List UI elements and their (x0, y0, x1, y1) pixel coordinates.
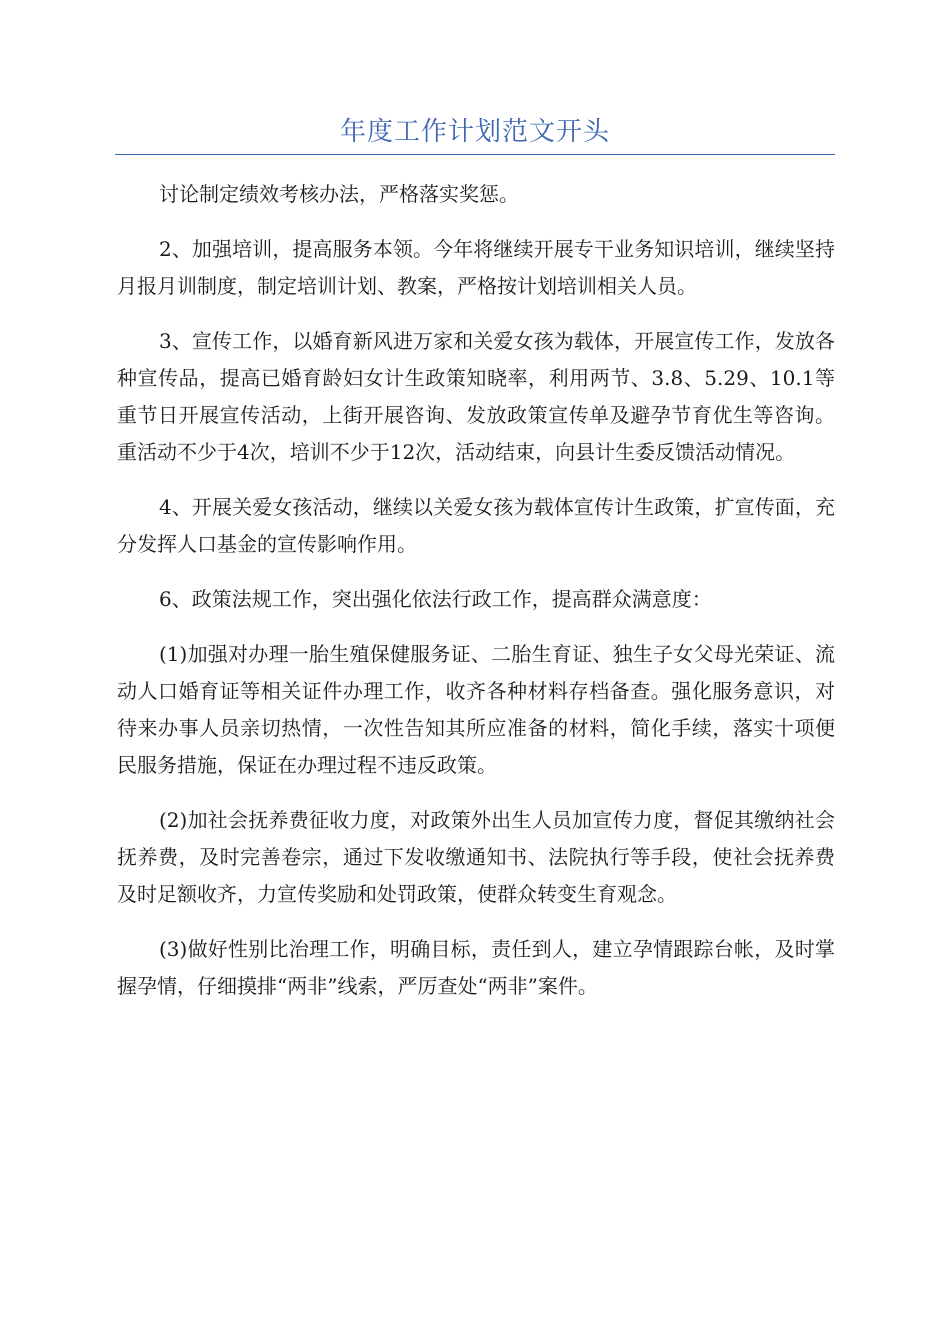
paragraph-5: 6、政策法规工作，突出强化依法行政工作，提高群众满意度： (159, 587, 712, 611)
paragraph-2: 2、加强培训，提高服务本领。今年将继续开展专干业务知识培训，继续坚持月报月训制度，制定培训计划、教案，严格按计划培训相关人员。 (117, 237, 835, 298)
document-body (117, 176, 835, 1023)
paragraph-7: (2)加社会抚养费征收力度，对政策外出生人员加宣传力度，督促其缴纳社会抚养费，及时完善卷宗，通过下发收缴通知书、法院执行等手段，使社会抚养费及时足额收齐，力宣传奖励和处罚政策，使群众转变生育观念。 (117, 808, 835, 906)
paragraph-3: 3、宣传工作，以婚育新风进万家和关爱女孩为载体，开展宣传工作，发放各种宣传品，提高已婚育龄妇女计生政策知晓率，利用两节、3.8、5.29、10.1等重节日开展宣传活动，上街开展咨询、发放政策宣传单及避孕节育优生等咨询。重活动不少于4次，培训不少于12次，活动结束，向县计生委反馈活动情况。 (117, 329, 835, 464)
title-underline (115, 154, 835, 155)
paragraph-6: (1)加强对办理一胎生殖保健服务证、二胎生育证、独生子女父母光荣证、流动人口婚育证等相关证件办理工作，收齐各种材料存档备查。强化服务意识，对待来办事人员亲切热情，一次性告知其所应准备的材料，简化手续，落实十项便民服务措施，保证在办理过程不违反政策。 (117, 642, 835, 777)
document-title: 年度工作计划范文开头 (339, 117, 610, 147)
paragraph-4: 4、开展关爱女孩活动，继续以关爱女孩为载体宣传计生政策，扩宣传面，充分发挥人口基金的宣传影响作用。 (117, 495, 835, 556)
paragraph-8: (3)做好性别比治理工作，明确目标，责任到人，建立孕情跟踪台帐，及时掌握孕情，仔细摸排“两非”线索，严厉查处“两非”案件。 (117, 937, 835, 998)
paragraph-1: 讨论制定绩效考核办法，严格落实奖惩。 (159, 182, 519, 206)
